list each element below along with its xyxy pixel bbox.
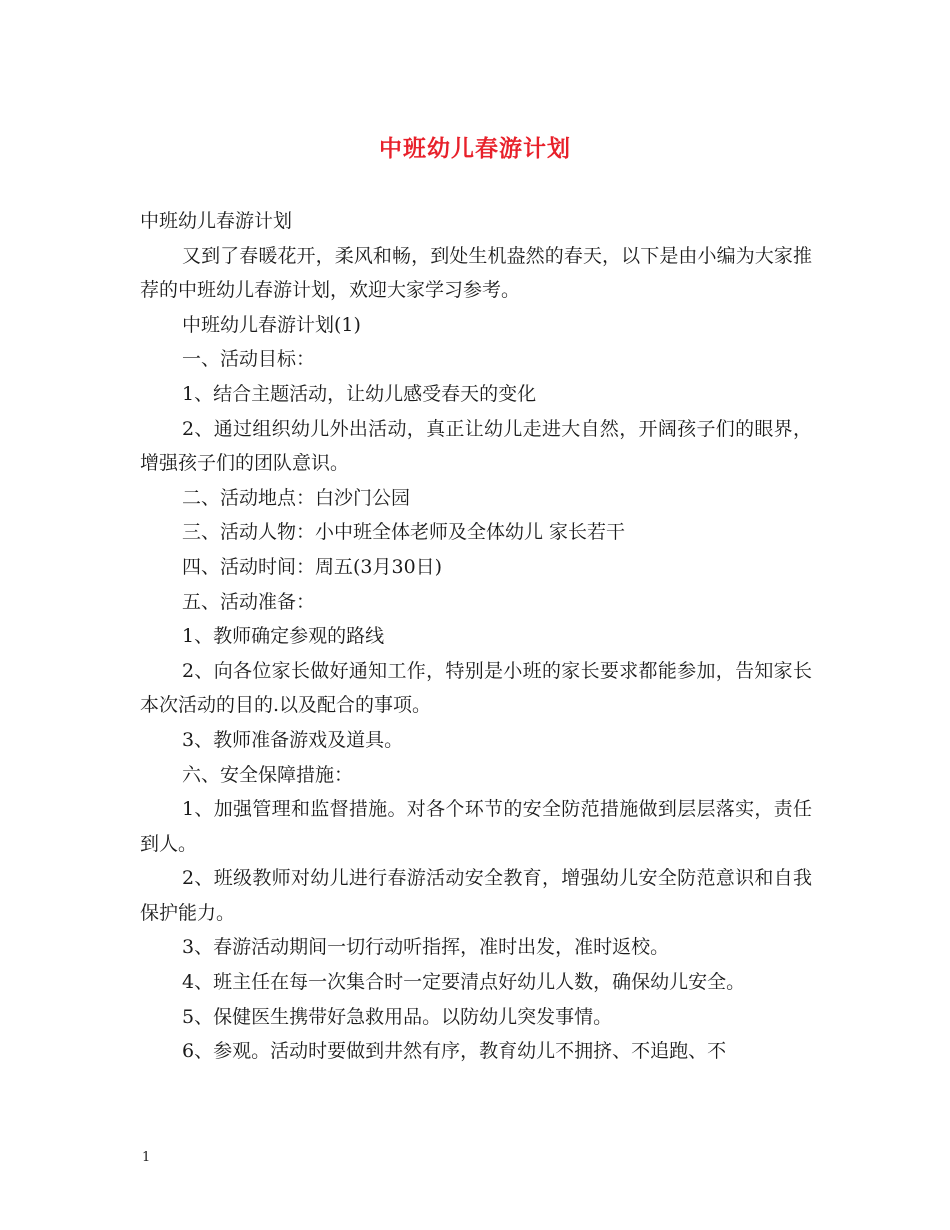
paragraph-plan-1-title: 中班幼儿春游计划(1) — [182, 313, 361, 336]
list-item: 1、结合主题活动，让幼儿感受春天的变化 — [182, 382, 537, 405]
list-item: 4、班主任在每一次集合时一定要清点好幼儿人数，确保幼儿安全。 — [182, 971, 746, 994]
list-item: 1、教师确定参观的路线 — [182, 625, 385, 648]
section-heading-time: 四、活动时间：周五(3月30日) — [182, 555, 443, 578]
list-item: 3、春游活动期间一切行动听指挥，准时出发，准时返校。 — [182, 936, 670, 959]
list-item: 2、向各位家长做好通知工作，特别是小班的家长要求都能参加，告知家长本次活动的目的.以及配合的事项。 — [140, 659, 812, 717]
document-body — [140, 204, 812, 1069]
document-title: 中班幼儿春游计划 — [379, 135, 571, 162]
paragraph-intro: 又到了春暖花开，柔风和畅，到处生机盎然的春天，以下是由小编为大家推荐的中班幼儿春游计划，欢迎大家学习参考。 — [140, 244, 812, 302]
list-item: 3、教师准备游戏及道具。 — [182, 728, 404, 751]
section-heading-safety: 六、安全保障措施： — [182, 763, 354, 786]
list-item: 2、班级教师对幼儿进行春游活动安全教育，增强幼儿安全防范意识和自我保护能力。 — [140, 867, 812, 924]
list-item: 5、保健医生携带好急救用品。以防幼儿突发事情。 — [182, 1005, 613, 1028]
list-item: 1、加强管理和监督措施。对各个环节的安全防范措施做到层层落实，责任到人。 — [140, 798, 812, 855]
section-heading-participants: 三、活动人物：小中班全体老师及全体幼儿 家长若干 — [182, 521, 626, 544]
section-heading-location: 二、活动地点：白沙门公园 — [182, 486, 411, 509]
list-item: 6、参观。活动时要做到井然有序，教育幼儿不拥挤、不追跑、不 — [182, 1040, 727, 1063]
paragraph-heading: 中班幼儿春游计划 — [140, 210, 293, 232]
section-heading-preparation: 五、活动准备： — [182, 590, 316, 613]
section-heading-goals: 一、活动目标： — [182, 348, 316, 371]
page-number: 1 — [142, 1150, 151, 1165]
list-item: 2、通过组织幼儿外出活动，真正让幼儿走进大自然，开阔孩子们的眼界，增强孩子们的团队意识。 — [140, 417, 812, 475]
